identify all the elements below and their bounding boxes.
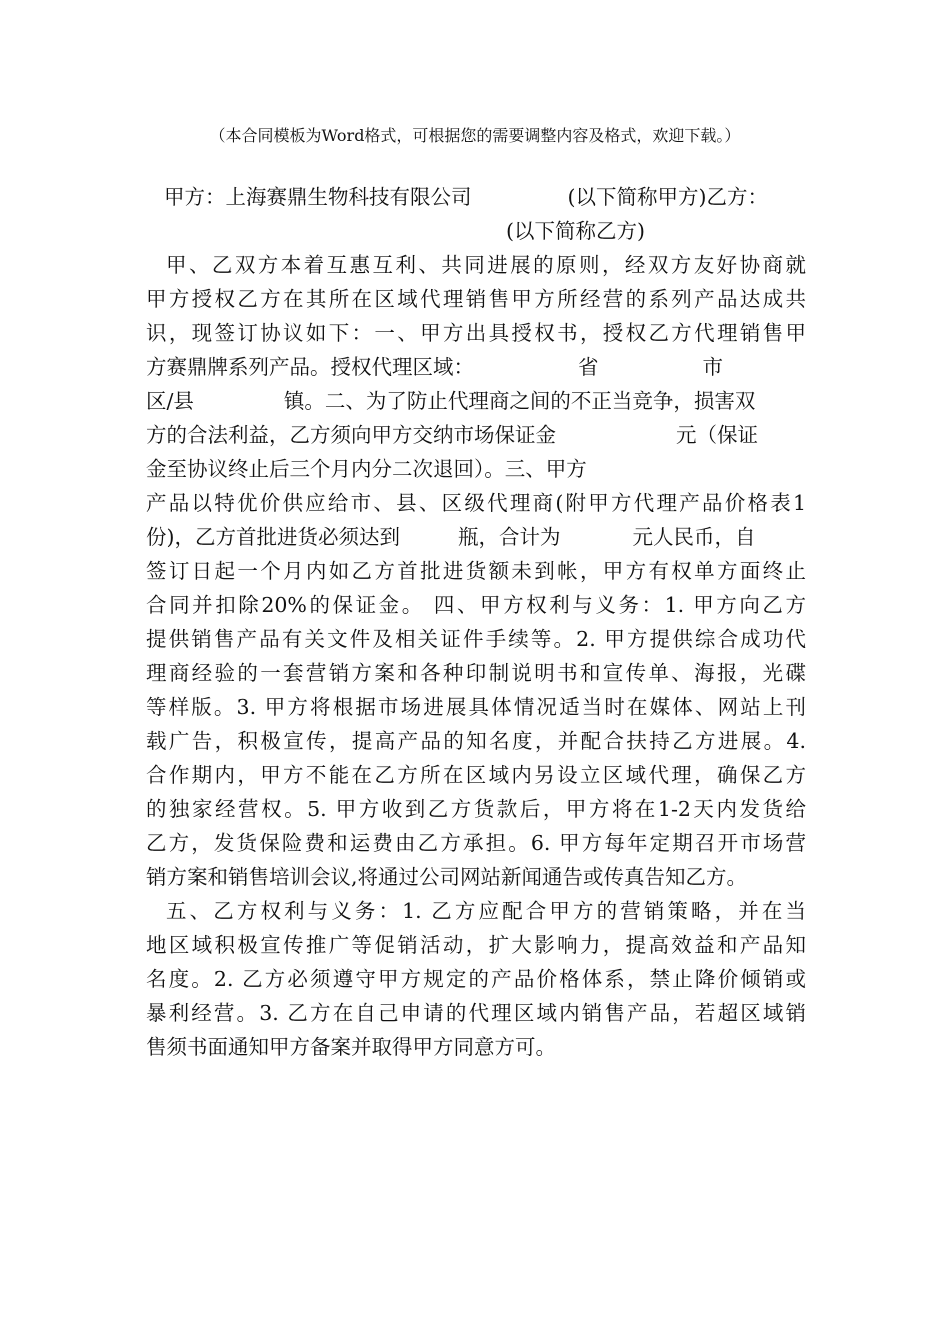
paragraph-line: 份)，乙方首批进货必须达到 瓶，合计为 元人民币，自 — [146, 525, 756, 549]
party-b-short: (以下简称乙方) — [506, 219, 645, 243]
paragraph-line: 产品以特优价供应给市、县、区级代理商(附甲方代理产品价格表1 — [146, 491, 806, 515]
paragraph-line: 名度。2. 乙方必须遵守甲方规定的产品价格体系，禁止降价倾销或 — [146, 967, 806, 991]
paragraph-line: 暴利经营。3. 乙方在自己申请的代理区域内销售产品，若超区域销 — [146, 1001, 806, 1025]
paragraph-line: 识，现签订协议如下：一、甲方出具授权书，授权乙方代理销售甲 — [146, 321, 806, 345]
paragraph-line: 五、乙方权利与义务：1. 乙方应配合甲方的营销策略，并在当 — [166, 899, 806, 923]
paragraph-line: 方的合法利益，乙方须向甲方交纳市场保证金 元（保证 — [146, 423, 758, 447]
paragraph-line: 销方案和销售培训会议,将通过公司网站新闻通告或传真告知乙方。 — [146, 865, 748, 889]
paragraph-line: 地区域积极宣传推广等促销活动，扩大影响力，提高效益和产品知 — [146, 933, 806, 957]
template-note: （本合同模板为Word格式，可根据您的需要调整内容及格式，欢迎下载。） — [209, 126, 741, 145]
paragraph-line: 载广告，积极宣传，提高产品的知名度，并配合扶持乙方进展。4. — [146, 729, 806, 753]
party-a-label: 甲方：上海赛鼎生物科技有限公司 — [164, 185, 472, 209]
paragraph-line: 等样版。3. 甲方将根据市场进展具体情况适当时在媒体、网站上刊 — [146, 695, 806, 719]
paragraph-line: 合作期内，甲方不能在乙方所在区域内另设立区域代理，确保乙方 — [146, 763, 806, 787]
paragraph-line: 理商经验的一套营销方案和各种印制说明书和宣传单、海报，光碟 — [146, 661, 806, 685]
paragraph-line: 方赛鼎牌系列产品。授权代理区域： 省 市 — [146, 355, 723, 379]
contract-body — [146, 180, 806, 1064]
paragraph-line: 区/县 镇。二、为了防止代理商之间的不正当竞争，损害双 — [146, 389, 756, 413]
paragraph-line: 的独家经营权。5. 甲方收到乙方货款后，甲方将在1-2天内发货给 — [146, 797, 806, 821]
paragraph-line: 签订日起一个月内如乙方首批进货额未到帐，甲方有权单方面终止 — [146, 559, 806, 583]
paragraph-line: 售须书面通知甲方备案并取得甲方同意方可。 — [146, 1035, 556, 1059]
party-a-short: (以下简称甲方)乙方： — [567, 185, 768, 209]
paragraph-line: 金至协议终止后三个月内分二次退回）。三、甲方 — [146, 457, 587, 481]
paragraph-line: 甲、乙双方本着互惠互利、共同进展的原则，经双方友好协商就 — [166, 253, 806, 277]
party-line — [146, 180, 806, 214]
paragraph-line: 提供销售产品有关文件及相关证件手续等。2. 甲方提供综合成功代 — [146, 627, 806, 651]
party-b-line — [146, 214, 806, 248]
paragraph-line: 甲方授权乙方在其所在区域代理销售甲方所经营的系列产品达成共 — [146, 287, 806, 311]
paragraph-line: 乙方，发货保险费和运费由乙方承担。6. 甲方每年定期召开市场营 — [146, 831, 806, 855]
paragraph-line: 合同并扣除20%的保证金。 四、甲方权利与义务：1. 甲方向乙方 — [146, 593, 806, 617]
